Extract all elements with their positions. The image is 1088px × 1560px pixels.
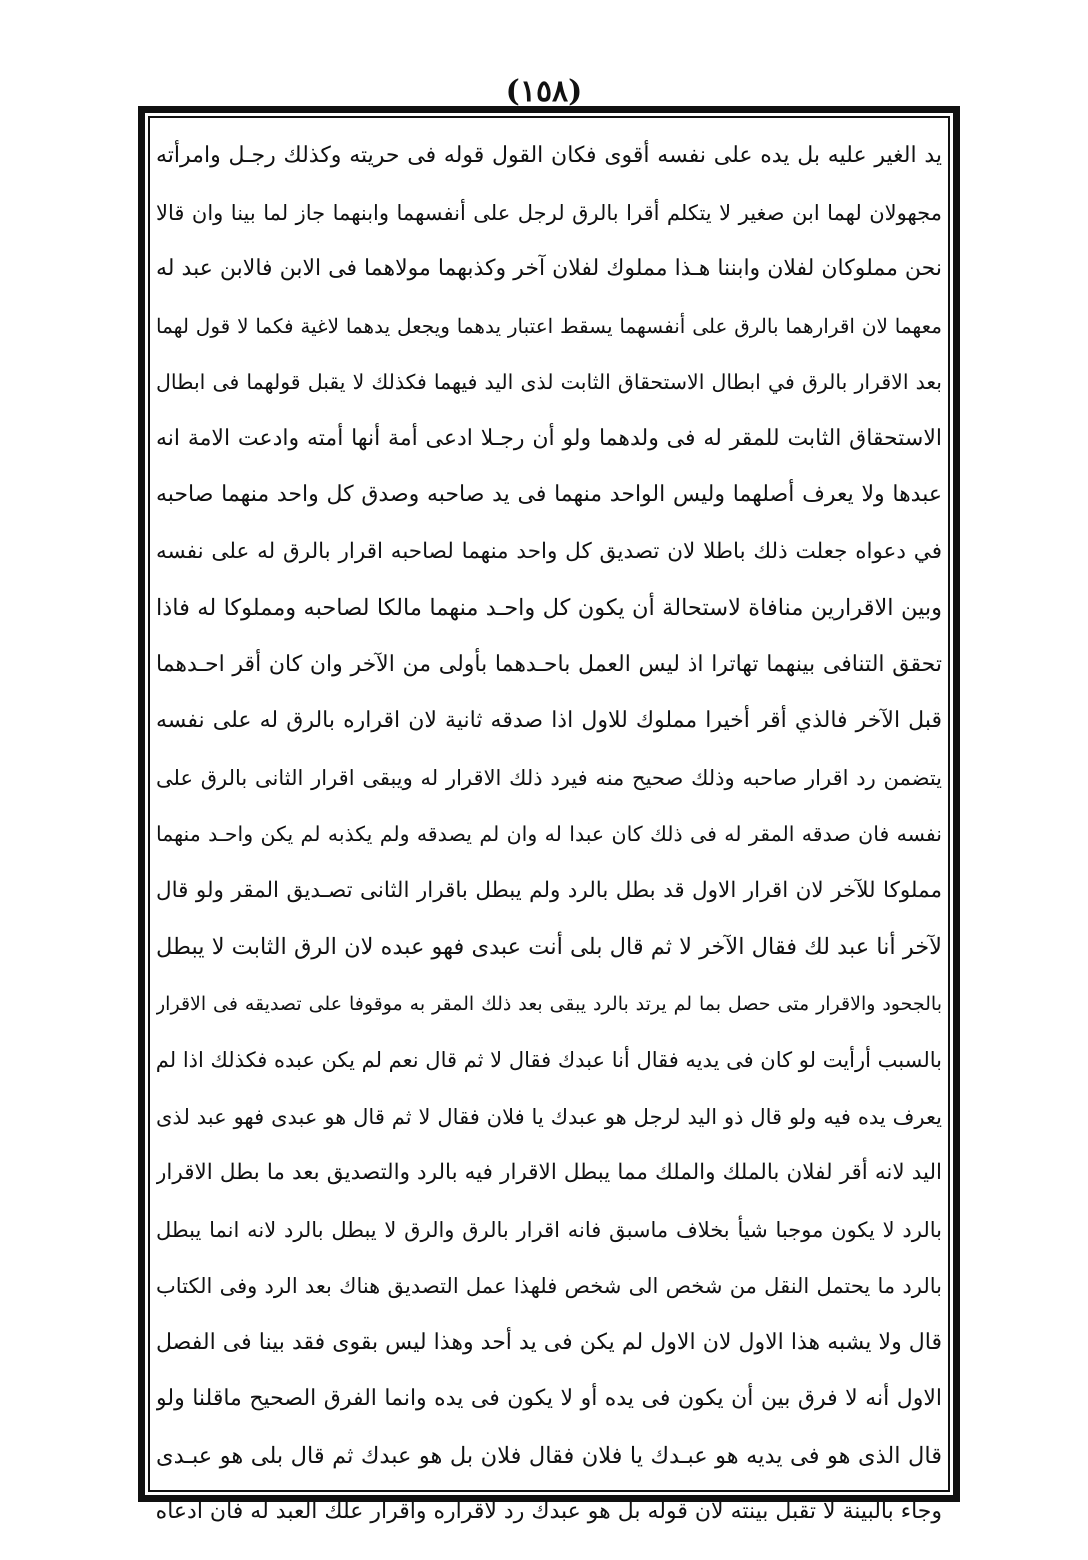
text-line: الاول أنه لا فرق بين أن يكون فى يده أو لا يكون فى يده وانما الفرق الصحيح ماقلنا ولو <box>156 1386 942 1411</box>
text-line: معهما لان اقرارهما بالرق على أنفسهما يسقط اعتبار يدهما ويجعل يدهما لاغية فكما لا قول لهما <box>156 313 942 338</box>
text-body <box>156 128 942 1524</box>
text-line: قبل الآخر فالذي أقر أخيرا مملوك للاول اذا صدقه ثانية لان اقراره بالرق له على نفسه <box>156 708 942 733</box>
text-line: مجهولان لهما ابن صغير لا يتكلم أقرا بالرق لرجل على أنفسهما وابنهما جاز لما بينا وان قالا <box>156 200 942 225</box>
text-line: بالرد ما يحتمل النقل من شخص الى شخص فلهذا عمل التصديق هناك بعد الرد وفى الكتاب <box>156 1274 942 1298</box>
text-line: نحن مملوكان لفلان وابننا هـذا مملوك لفلان آخر وكذبهما مولاهما فى الابن فالابن عبد له <box>156 256 942 281</box>
text-line: يعرف يده فيه ولو قال ذو اليد لرجل هو عبدك يا فلان فقال لا ثم قال هو عبدى فهو عبد لذى <box>156 1104 942 1129</box>
text-line: وجاء بالبينة لا تقبل بينته لان قوله بل هو عبدك رد لاقراره واقرار علك العبد له فان ادعاه <box>156 1499 942 1524</box>
text-line: بالجحود والاقرار متى حصل بما لم يرتد بالرد يبقى بعد ذلك المقر به موقوفا على تصديقه فى الاقرار <box>156 992 942 1015</box>
text-line: بعد الاقرار بالرق في ابطال الاستحقاق الثابت لذى اليد فيهما فكذلك لا يقبل قولهما فى ابطال <box>156 370 942 394</box>
text-line: الاستحقاق الثابت للمقر له فى ولدهما ولو أن رجـلا ادعى أمة أنها أمته وادعت الامة انه <box>156 425 942 451</box>
text-line: يتضمن رد اقرار صاحبه وذلك صحيح منه فيرد ذلك الاقرار له ويبقى اقرار الثانى بالرق على <box>156 765 942 790</box>
text-line: لآخر أنا عبد لك فقال الآخر لا ثم قال بلى أنت عبدى فهو عبده لان الرق الثابت لا يبطل <box>156 934 942 960</box>
text-line: في دعواه جعلت ذلك باطلا لان تصديق كل واحد منهما لصاحبه اقرار بالرق له على نفسه <box>156 538 942 564</box>
text-line: وبين الاقرارين منافاة لاستحالة أن يكون كل واحـد منهما مالكا لصاحبه ومملوكا له فاذا <box>156 595 942 621</box>
text-line: تحقق التنافى بينهما تهاترا اذ ليس العمل باحـدهما بأولى من الآخر وان كان أقر احـدهما <box>156 651 942 677</box>
text-line: بالرد لا يكون موجبا شيأ بخلاف ماسبق فانه اقرار بالرق والرق لا يبطل بالرد لانه انما يبطل <box>156 1217 942 1242</box>
text-line: بالسبب أرأيت لو كان فى يديه فقال أنا عبدك فقال لا ثم قال نعم لم يكن عبده فكذلك اذا لم <box>156 1048 942 1072</box>
text-line: قال الذى هو فى يديه هو عبـدك يا فلان فقال فلان بل هو عبدك ثم قال بلى هو عبـدى <box>156 1442 942 1469</box>
text-line: نفسه فان صدقه المقر له فى ذلك كان عبدا له وان لم يصدقه ولم يكذبه لم يكن واحـد منهما <box>156 822 942 846</box>
page-number: (١٥٨) <box>505 74 583 109</box>
text-line: عبدها ولا يعرف أصلهما وليس الواحد منهما فى يد صاحبه وصدق كل واحد منهما صاحبه <box>156 482 942 507</box>
text-line: مملوكا للآخر لان اقرار الاول قد بطل بالرد ولم يبطل باقرار الثانى تصـديق المقر ولو قال <box>156 877 942 903</box>
text-line: اليد لانه أقر لفلان بالملك والملك مما يبطل الاقرار فيه بالرد والتصديق بعد ما بطل الاقرار <box>156 1160 942 1185</box>
text-line: قال ولا يشبه هذا الاول لان الاول لم يكن فى يد أحد وهذا ليس بقوى فقد بينا فى الفصل <box>156 1329 942 1355</box>
text-line: يد الغير عليه بل يده على نفسه أقوى فكان القول قوله فى حريته وكذلك رجـل وامرأته <box>156 143 942 168</box>
